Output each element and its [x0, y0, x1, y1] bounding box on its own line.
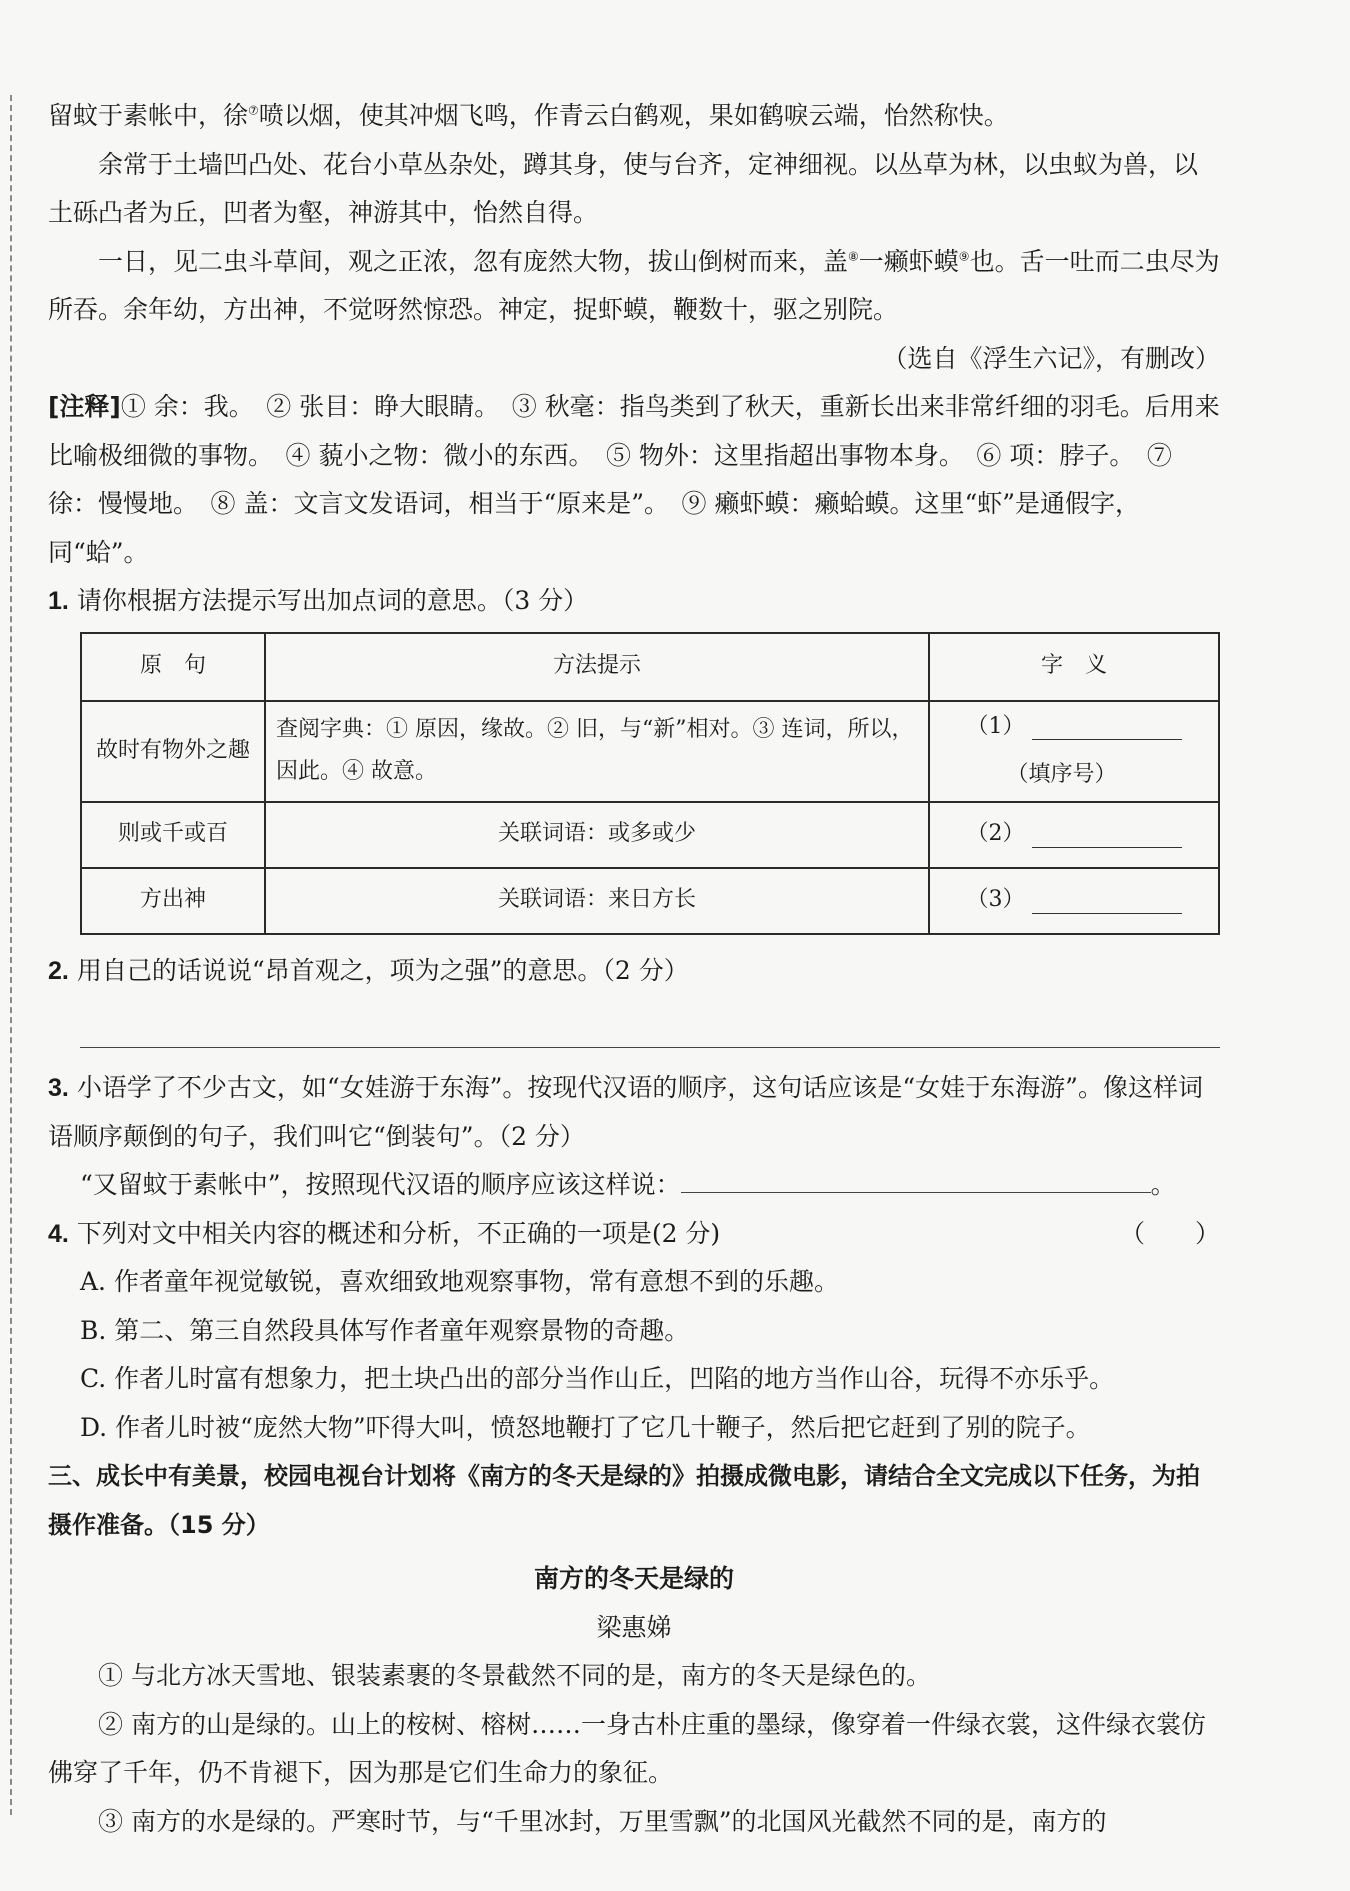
header-meaning: 字 义	[929, 633, 1219, 701]
row-sentence: 则或千或百	[81, 802, 265, 868]
question-2	[48, 947, 1220, 996]
passage-paragraph-3	[48, 238, 1220, 335]
q3-answer-blank[interactable]	[681, 1166, 1151, 1193]
q3-prompt: “又留蚊于素帐中”，按照现代汉语的顺序应该这样说：	[80, 1170, 681, 1199]
passage-source: （选自《浮生六记》，有删改）	[882, 343, 1220, 373]
text: 也。舌一吐而二虫尽为所吞。余年幼，方出神，不觉呀然惊恐。神定，捉虾蟆，鞭数十，驱之别院。	[48, 246, 1220, 324]
answer-number: （2）	[966, 821, 1025, 847]
row-sentence: 方出神	[81, 868, 265, 934]
header-hint: 方法提示	[265, 633, 929, 701]
option-c: C. 作者儿时富有想象力，把土块凸出的部分当作山丘，凹陷的地方当作山谷，玩得不亦乐乎。	[80, 1364, 1115, 1393]
footnote-mark: ⑦	[248, 103, 259, 118]
row-hint: 关联词语：来日方长	[265, 868, 929, 934]
text: 一癞虾蟆	[858, 246, 959, 276]
answer-blank-1[interactable]	[1032, 713, 1182, 740]
q2-answer-line[interactable]	[80, 1011, 1220, 1048]
text: 一日，见二虫斗草间，观之正浓，忽有庞然大物，拔山倒树而来，盖	[98, 246, 849, 276]
page-content	[48, 92, 1220, 1846]
answer-number: （1）	[966, 713, 1025, 739]
question-3	[48, 1064, 1220, 1161]
question-text: 用自己的话说说“昂首观之，项为之强”的意思。（2 分）	[76, 955, 689, 985]
article-title: 南方的冬天是绿的	[533, 1564, 734, 1593]
row-answer	[929, 868, 1219, 934]
notes-tag: [注释]	[48, 392, 121, 421]
article-author: 梁惠娣	[596, 1612, 672, 1642]
question-number: 2.	[48, 956, 69, 985]
q3-prompt-line	[48, 1161, 1220, 1210]
footnote-mark: ⑧	[848, 249, 859, 264]
question-number: 1.	[48, 587, 69, 615]
vocab-table	[80, 632, 1220, 935]
question-number: 3.	[48, 1074, 69, 1102]
answer-number: （3）	[966, 887, 1025, 913]
table-row	[81, 868, 1219, 934]
row-answer	[929, 802, 1219, 868]
text: 喷以烟，使其冲烟飞鸣，作青云白鹤观，果如鹤唳云端，怡然称快。	[258, 101, 1009, 130]
article-paragraph-3: ③ 南方的水是绿的。严寒时节，与“千里冰封，万里雪飘”的北国风光截然不同的是，南方的	[98, 1806, 1107, 1836]
q4-answer-paren[interactable]: （ ）	[1119, 1218, 1220, 1248]
notes-block	[48, 383, 1220, 577]
question-1	[48, 577, 1220, 626]
text: 留蚊于素帐中，徐	[48, 101, 249, 130]
option-d: D. 作者儿时被“庞然大物”吓得大叫，愤怒地鞭打了它几十鞭子，然后把它赶到了别的院子。	[80, 1412, 1091, 1442]
article-paragraph-1: ① 与北方冰天雪地、银装素裹的冬景截然不同的是，南方的冬天是绿色的。	[98, 1661, 931, 1690]
question-text: 下列对文中相关内容的概述和分析，不正确的一项是(2 分)	[76, 1218, 721, 1248]
section-3-title: 三、成长中有美景，校园电视台计划将《南方的冬天是绿的》拍摄成微电影，请结合全文完成以下任务，为拍摄作准备。（15 分）	[48, 1462, 1200, 1539]
passage-line-1	[48, 92, 1220, 141]
article-paragraph-2: ② 南方的山是绿的。山上的桉树、榕树……一身古朴庄重的墨绿，像穿着一件绿衣裳，这件绿衣裳仿佛穿了千年，仍不肯褪下，因为那是它们生命力的象征。	[48, 1709, 1206, 1787]
table-header-row	[81, 633, 1219, 701]
text: 。	[1150, 1170, 1176, 1199]
question-text: 小语学了不少古文，如“女娃游于东海”。按现代汉语的顺序，这句话应该是“女娃于东海游”。像这样词语顺序颠倒的句子，我们叫它“倒装句”。（2 分）	[48, 1073, 1203, 1151]
passage-paragraph-2: 余常于土墙凹凸处、花台小草丛杂处，蹲其身，使与台齐，定神细视。以丛草为林，以虫蚁为兽，以土砾凸者为丘，凹者为壑，神游其中，怡然自得。	[48, 149, 1199, 227]
table-row	[81, 802, 1219, 868]
answer-blank-3[interactable]	[1032, 887, 1182, 914]
answer-blank-2[interactable]	[1032, 821, 1182, 848]
question-number: 4.	[48, 1219, 69, 1248]
binding-margin-line	[10, 95, 12, 1815]
option-b: B. 第二、第三自然段具体写作者童年观察景物的奇趣。	[80, 1315, 690, 1345]
row-hint: 关联词语：或多或少	[265, 802, 929, 868]
footnote-mark: ⑨	[958, 249, 970, 264]
question-text: 请你根据方法提示写出加点词的意思。（3 分）	[76, 586, 589, 615]
row-answer	[929, 701, 1219, 802]
notes-text: ① 余：我。 ② 张目：睁大眼睛。 ③ 秋毫：指鸟类到了秋天，重新长出来非常纤细的羽毛。后用来比喻极细微的事物。 ④ 藐小之物：微小的东西。 ⑤ 物外：这里指超出事物本身。 ⑥ 项：脖子。 ⑦ 徐：慢慢地。 ⑧ 盖：文言文发语词，相当于“原来是”。 ⑨ 癞虾蟆：癞蛤蟆。这里“虾”是通假字，同“蛤”。	[48, 392, 1220, 567]
row-sentence: 故时有物外之趣	[81, 701, 265, 802]
table-row	[81, 701, 1219, 802]
option-a: A. 作者童年视觉敏锐，喜欢细致地观察事物，常有意想不到的乐趣。	[80, 1267, 839, 1296]
answer-note: （填序号）	[1006, 762, 1117, 787]
header-sentence: 原 句	[81, 633, 265, 701]
question-4	[48, 1210, 1220, 1259]
row-hint: 查阅字典：① 原因，缘故。② 旧，与“新”相对。③ 连词，所以，因此。④ 故意。	[265, 701, 929, 802]
